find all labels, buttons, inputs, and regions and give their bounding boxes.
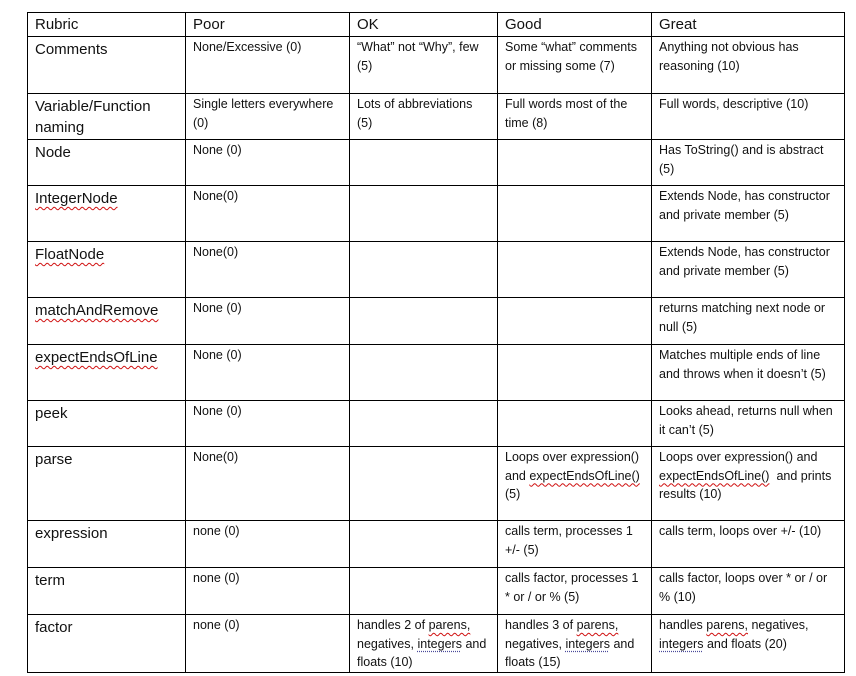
great-cell: Matches multiple ends of line and throws when it doesn’t (5): [652, 345, 845, 401]
poor-cell: None (0): [186, 298, 350, 345]
ok-text-parens: parens,: [428, 618, 471, 632]
criterion-cell: [28, 186, 186, 242]
great-cell: returns matching next node or null (5): [652, 298, 845, 345]
great-text-parens: parens,: [706, 618, 748, 632]
good-cell: calls factor, processes 1 * or / or % (5): [498, 568, 652, 615]
header-rubric: Rubric: [28, 13, 186, 37]
criterion-cell: Node: [28, 140, 186, 186]
ok-cell: [350, 186, 498, 242]
poor-cell: none (0): [186, 521, 350, 568]
ok-cell: Lots of abbreviations (5): [350, 94, 498, 140]
criterion-cell: [28, 242, 186, 298]
great-cell: Has ToString() and is abstract (5): [652, 140, 845, 186]
great-cell: calls term, loops over +/- (10): [652, 521, 845, 568]
great-text-floats: and floats (20): [706, 636, 787, 651]
criterion-cell: [28, 345, 186, 401]
great-text: Loops over expression() and: [659, 450, 818, 464]
great-text-method: expectEndsOfLine(): [659, 468, 770, 483]
great-cell: [652, 615, 845, 673]
great-text: handles: [659, 618, 703, 632]
table-row: [28, 242, 845, 298]
ok-text-integers: integers: [417, 636, 462, 651]
poor-cell: Single letters everywhere (0): [186, 94, 350, 140]
good-text-negatives: negatives,: [505, 636, 562, 651]
table-row: [28, 37, 845, 94]
poor-cell: None/Excessive (0): [186, 37, 350, 94]
header-ok: OK: [350, 13, 498, 37]
header-poor: Poor: [186, 13, 350, 37]
ok-cell: [350, 615, 498, 673]
poor-cell: None(0): [186, 186, 350, 242]
good-cell: [498, 298, 652, 345]
ok-cell: [350, 521, 498, 568]
table-row: [28, 186, 845, 242]
poor-cell: None(0): [186, 447, 350, 521]
good-cell: [498, 615, 652, 673]
great-cell: Looks ahead, returns null when it can’t (5): [652, 401, 845, 447]
great-text-integers: integers: [659, 636, 704, 651]
table-row: [28, 94, 845, 140]
poor-cell: none (0): [186, 568, 350, 615]
poor-cell: None (0): [186, 401, 350, 447]
ok-cell: [350, 298, 498, 345]
criterion-cell: [28, 298, 186, 345]
great-cell: calls factor, loops over * or / or % (10): [652, 568, 845, 615]
table-row: [28, 401, 845, 447]
criterion-text: FloatNode: [35, 246, 105, 263]
great-cell: [652, 447, 845, 521]
table-row: [28, 615, 845, 673]
poor-cell: None(0): [186, 242, 350, 298]
good-cell: [498, 447, 652, 521]
table-row: [28, 447, 845, 521]
good-text-parens: parens,: [576, 618, 619, 632]
ok-cell: [350, 568, 498, 615]
table-row: [28, 521, 845, 568]
good-cell: [498, 401, 652, 447]
ok-cell: [350, 401, 498, 447]
good-cell: Some “what” comments or missing some (7): [498, 37, 652, 94]
header-great: Great: [652, 13, 845, 37]
criterion-text: expectEndsOfLine: [35, 349, 158, 366]
good-text: Loops over expression() and: [505, 450, 640, 483]
poor-cell: none (0): [186, 615, 350, 673]
great-cell: Extends Node, has constructor and private member (5): [652, 242, 845, 298]
good-text-floats: and floats (15): [505, 636, 635, 669]
criterion-cell: Variable/Function naming: [28, 94, 186, 140]
table-row: [28, 568, 845, 615]
header-good: Good: [498, 13, 652, 37]
criterion-cell: term: [28, 568, 186, 615]
ok-text-negatives: negatives,: [357, 636, 414, 651]
great-text-points: and prints results (10): [659, 468, 832, 501]
ok-cell: [350, 242, 498, 298]
criterion-cell: peek: [28, 401, 186, 447]
good-text-method: expectEndsOfLine(): [529, 468, 640, 483]
criterion-cell: Comments: [28, 37, 186, 94]
ok-cell: [350, 140, 498, 186]
good-cell: calls term, processes 1 +/- (5): [498, 521, 652, 568]
poor-cell: None (0): [186, 345, 350, 401]
good-text-points: (5): [505, 487, 521, 501]
ok-cell: “What” not “Why”, few (5): [350, 37, 498, 94]
ok-text: handles 2 of: [357, 618, 426, 632]
good-cell: [498, 345, 652, 401]
criterion-text: matchAndRemove: [35, 302, 159, 319]
good-cell: [498, 186, 652, 242]
great-text-negatives: negatives,: [751, 618, 809, 632]
rubric-table: [27, 12, 845, 673]
table-row: [28, 345, 845, 401]
good-cell: Full words most of the time (8): [498, 94, 652, 140]
great-cell: Anything not obvious has reasoning (10): [652, 37, 845, 94]
table-row: [28, 140, 845, 186]
criterion-cell: parse: [28, 447, 186, 521]
ok-cell: [350, 447, 498, 521]
criterion-text: IntegerNode: [35, 190, 118, 207]
criterion-cell: factor: [28, 615, 186, 673]
table-row: [28, 298, 845, 345]
great-cell: Extends Node, has constructor and private member (5): [652, 186, 845, 242]
criterion-cell: expression: [28, 521, 186, 568]
great-cell: Full words, descriptive (10): [652, 94, 845, 140]
ok-cell: [350, 345, 498, 401]
ok-text-floats: and floats (10): [357, 636, 487, 669]
good-text: handles 3 of: [505, 618, 574, 632]
poor-cell: None (0): [186, 140, 350, 186]
good-cell: [498, 242, 652, 298]
good-cell: [498, 140, 652, 186]
good-text-integers: integers: [565, 636, 610, 651]
header-row: [28, 13, 845, 37]
